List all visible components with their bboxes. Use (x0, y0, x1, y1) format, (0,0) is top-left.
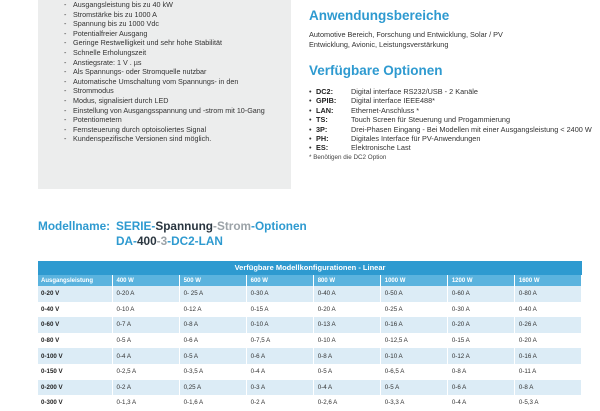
table-cell: 0-40 A (514, 302, 581, 318)
table-cell: 0-80 A (514, 286, 581, 302)
bullet-icon: • (309, 134, 312, 144)
table-cell: 0-20 A (112, 286, 179, 302)
feature-item: - Ausgangsleistung bis zu 40 kW (64, 0, 283, 10)
model-pattern-part: -Optionen (251, 219, 307, 233)
bullet-icon: • (309, 87, 312, 96)
table-cell: 0-10 A (380, 348, 447, 364)
table-cell: 0-2,6 A (313, 395, 380, 411)
table-cell: 0-8 A (514, 380, 581, 396)
table-cell: 0-8 A (179, 317, 246, 333)
table-header-row (38, 275, 582, 286)
feature-item: - Schnelle Erholungszeit (64, 48, 283, 58)
table-cell: 0-15 A (447, 333, 514, 349)
table-cell: 0-40 A (313, 286, 380, 302)
table-cell: 0-5,3 A (514, 395, 581, 411)
feature-item: - Geringe Restwelligkeit und sehr hohe Stabilität (64, 38, 283, 48)
table-cell: 0-20 A (313, 302, 380, 318)
table-row (38, 380, 582, 396)
option-key: DC2: (316, 87, 334, 96)
option-value: Digital interface RS232/USB - 2 Kanäle (351, 87, 478, 96)
option-value: Drei-Phasen Eingang - Bei Modellen mit einer Ausgangsleistung < 2400 W (351, 124, 592, 134)
model-example-part: -DC2-LAN (167, 234, 223, 248)
table-cell: 0- 25 A (179, 286, 246, 302)
table-cell: 0-2,5 A (112, 364, 179, 380)
table-row-label: 0-40 V (38, 302, 112, 318)
table-cell: 0-5 A (112, 333, 179, 349)
table-cell: 0-13 A (313, 317, 380, 333)
option-row (309, 87, 594, 96)
model-name-block (38, 219, 307, 249)
bullet-icon: • (309, 115, 312, 125)
table-header: 1000 W (380, 275, 447, 286)
option-row (309, 96, 594, 105)
table-grid (38, 275, 582, 411)
table-cell: 0-30 A (447, 302, 514, 318)
table-cell: 0-1,3 A (112, 395, 179, 411)
bullet-icon: • (309, 124, 312, 134)
table-cell: 0-50 A (380, 286, 447, 302)
feature-item: - Potentiometern (64, 115, 283, 125)
table-cell: 0-2 A (246, 395, 313, 411)
bullet-icon: • (309, 143, 312, 153)
table-header: 800 W (313, 275, 380, 286)
table-cell: 0-3,5 A (179, 364, 246, 380)
feature-item: - Anstiegsrate: 1 V . µs (64, 58, 283, 68)
feature-item: - Kundenspezifische Versionen sind möglich. (64, 134, 283, 144)
table-cell: 0-1,6 A (179, 395, 246, 411)
applications-text: Automotive Bereich, Forschung und Entwicklung, Solar / PV Entwicklung, Avionic, Leistungsverstärkung (309, 30, 503, 49)
options-footnote: * Benötigen die DC2 Option (309, 153, 387, 161)
table-cell: 0-60 A (447, 286, 514, 302)
option-value: Elektronische Last (351, 143, 411, 153)
feature-item: - Als Spannungs- oder Stromquelle nutzbar (64, 67, 283, 77)
table-row (38, 317, 582, 333)
table-cell: 0-16 A (380, 317, 447, 333)
table-row-label: 0-60 V (38, 317, 112, 333)
feature-item: - Spannung bis zu 1000 Vdc (64, 19, 283, 29)
table-cell: 0-6 A (447, 380, 514, 396)
model-pattern-part: Strom (216, 219, 252, 233)
feature-item: - Stromstärke bis zu 1000 A (64, 10, 283, 20)
table-row-label: 0-150 V (38, 364, 112, 380)
option-row (309, 134, 594, 143)
feature-item: - Einstellung von Ausgangsspannung und -strom mit 10-Gang (64, 106, 283, 116)
table-row-label: 0-100 V (38, 348, 112, 364)
feature-item: - Strommodus (64, 86, 283, 96)
table-cell: 0-8 A (447, 364, 514, 380)
right-column (309, 0, 594, 161)
model-name-row (38, 219, 307, 234)
model-example-part: DA- (116, 234, 137, 248)
table-body (38, 286, 582, 411)
option-key: PH: (316, 134, 329, 144)
option-value: Digital interface IEEE488* (351, 96, 435, 106)
bullet-icon: • (309, 96, 312, 106)
table-cell: 0-30 A (246, 286, 313, 302)
option-key: 3P: (316, 124, 328, 134)
table-cell: 0-12 A (447, 348, 514, 364)
table-cell: 0-16 A (514, 348, 581, 364)
options-list (309, 87, 594, 161)
model-example-part: 3 (160, 234, 168, 248)
table-cell: 0-6,5 A (380, 364, 447, 380)
table-cell: 0-10 A (246, 317, 313, 333)
model-pattern (116, 219, 307, 234)
model-name-label: Modellname: (38, 219, 111, 233)
table-cell: 0-6 A (179, 333, 246, 349)
table-header: 1600 W (514, 275, 581, 286)
option-value: Digitales Interface für PV-Anwendungen (351, 134, 481, 144)
option-key: ES: (316, 143, 329, 153)
table-cell: 0-12,5 A (380, 333, 447, 349)
feature-item: - Automatische Umschaltung vom Spannungs- in den (64, 77, 283, 87)
table-cell: 0-7 A (112, 317, 179, 333)
table-row-label: 0-200 V (38, 380, 112, 396)
table-row (38, 333, 582, 349)
table-cell: 0-5 A (179, 348, 246, 364)
model-example-part: - (156, 234, 161, 248)
table-cell: 0-15 A (246, 302, 313, 318)
table-cell: 0,25 A (179, 380, 246, 396)
option-row (309, 115, 594, 124)
option-row (309, 125, 594, 134)
option-key: GPIB: (316, 96, 337, 106)
table-cell: 0-20 A (514, 333, 581, 349)
table-cell: 0-4 A (246, 364, 313, 380)
feature-item: - Modus, signalisiert durch LED (64, 96, 283, 106)
configurations-table (38, 261, 582, 411)
model-pattern-part: - (213, 219, 217, 233)
table-cell: 0-6 A (246, 348, 313, 364)
option-value: Touch Screen für Steuerung und Progammierung (351, 115, 511, 125)
features-box (38, 0, 291, 189)
table-cell: 0-25 A (380, 302, 447, 318)
table-row (38, 286, 582, 302)
table-header: 400 W (112, 275, 179, 286)
bullet-icon: • (309, 105, 312, 115)
table-cell: 0-11 A (514, 364, 581, 380)
table-header: Ausgangsleistung (38, 275, 112, 286)
option-key: TS: (316, 115, 328, 125)
table-cell: 0-4 A (447, 395, 514, 411)
table-cell: 0-2 A (112, 380, 179, 396)
table-row-label: 0-300 V (38, 395, 112, 411)
model-example (116, 234, 223, 249)
table-cell: 0-5 A (380, 380, 447, 396)
model-pattern-part: Spannung (155, 219, 214, 233)
table-title: Verfügbare Modellkonfigurationen - Linear (38, 261, 582, 275)
model-example-row (38, 234, 307, 249)
table-cell: 0-26 A (514, 317, 581, 333)
applications-heading: Anwendungsbereiche (309, 8, 450, 23)
model-pattern-part: SERIE- (116, 219, 156, 233)
table-header: 500 W (179, 275, 246, 286)
table-cell: 0-7,5 A (246, 333, 313, 349)
table-cell: 0-3,3 A (380, 395, 447, 411)
table-cell: 0-5 A (313, 364, 380, 380)
table-cell: 0-4 A (313, 380, 380, 396)
option-row (309, 143, 594, 152)
table-row (38, 302, 582, 318)
feature-item: - Fernsteuerung durch optoisoliertes Signal (64, 125, 283, 135)
features-list (64, 0, 283, 144)
table-row (38, 395, 582, 411)
table-row-label: 0-80 V (38, 333, 112, 349)
table-cell: 0-12 A (179, 302, 246, 318)
model-example-part: 400 (136, 234, 157, 248)
table-cell: 0-20 A (447, 317, 514, 333)
table-row-label: 0-20 V (38, 286, 112, 302)
feature-item: - Potentialfreier Ausgang (64, 29, 283, 39)
table-cell: 0-3 A (246, 380, 313, 396)
option-key: LAN: (316, 105, 334, 115)
table-row (38, 364, 582, 380)
option-row (309, 106, 594, 115)
table-row (38, 348, 582, 364)
table-cell: 0-10 A (112, 302, 179, 318)
table-cell: 0-4 A (112, 348, 179, 364)
table-header: 600 W (246, 275, 313, 286)
table-cell: 0-10 A (313, 333, 380, 349)
options-heading: Verfügbare Optionen (309, 63, 443, 78)
table-header: 1200 W (447, 275, 514, 286)
table-cell: 0-8 A (313, 348, 380, 364)
option-value: Ethernet-Anschluss * (351, 105, 420, 115)
